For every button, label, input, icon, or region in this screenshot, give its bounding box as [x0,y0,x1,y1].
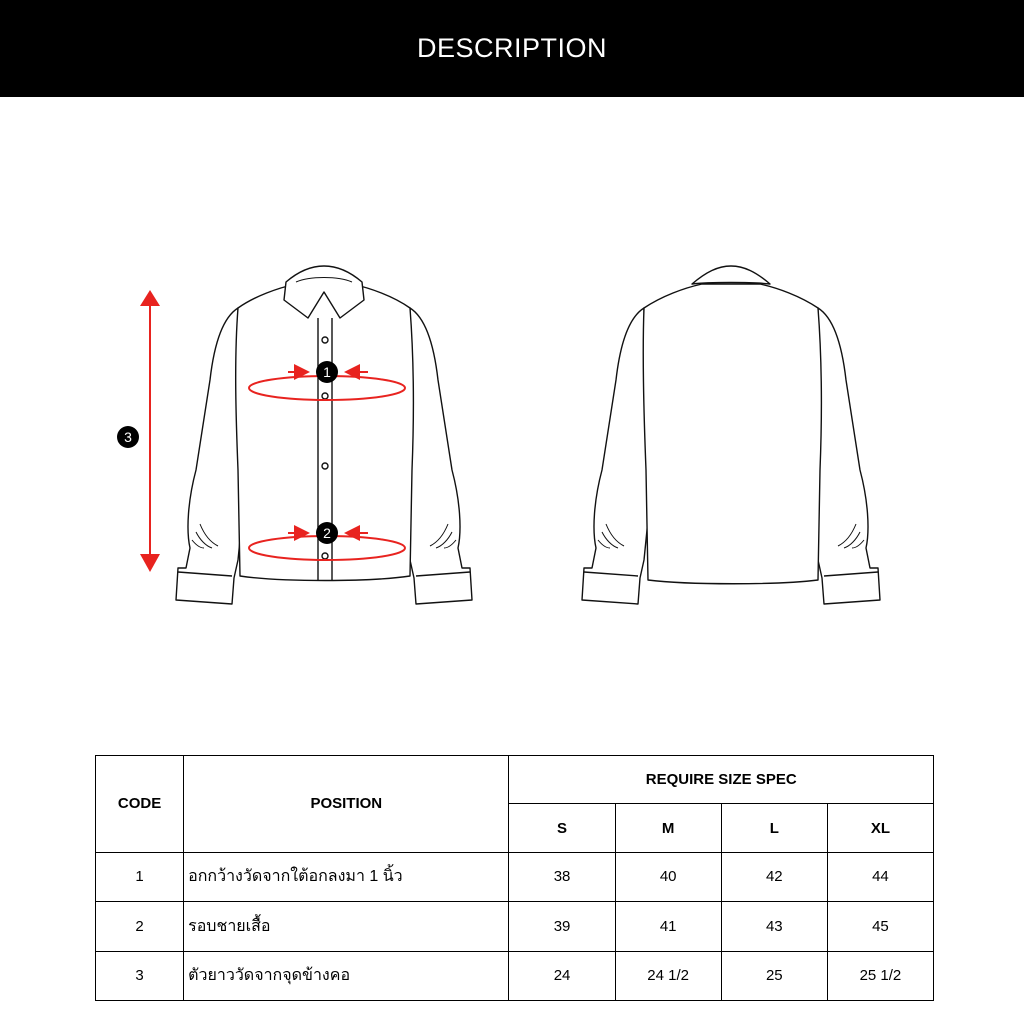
position-header: POSITION [184,756,509,853]
shirt-illustration [0,97,1024,737]
row-code: 3 [96,951,184,1000]
table-row [96,852,934,901]
row-value-xl: 25 1/2 [827,951,933,1000]
row-position: รอบชายเสื้อ [184,902,509,951]
marker-3 [117,426,139,448]
front-shirt [176,266,472,604]
code-header: CODE [96,756,184,853]
shirt-diagram [0,97,1024,737]
row-value-xl: 45 [827,902,933,951]
table-row [96,951,934,1000]
marker-2 [316,522,338,544]
size-spec-header: REQUIRE SIZE SPEC [509,756,934,804]
row-position: ตัวยาววัดจากจุดข้างคอ [184,951,509,1000]
row-value-xl: 44 [827,852,933,901]
length-arrow-bottom [140,554,160,572]
marker-3-label: 3 [124,429,132,445]
row-value-l: 25 [721,951,827,1000]
row-value-m: 24 1/2 [615,951,721,1000]
page-title: DESCRIPTION [416,33,608,63]
size-header-xl: XL [827,804,933,852]
row-code: 2 [96,902,184,951]
back-shirt [582,266,880,604]
size-header-l: L [721,804,827,852]
row-value-l: 42 [721,852,827,901]
row-position: อกกว้างวัดจากใต้อกลงมา 1 นิ้ว [184,852,509,901]
row-code: 1 [96,852,184,901]
header-bar [0,0,1024,97]
row-value-m: 40 [615,852,721,901]
row-value-m: 41 [615,902,721,951]
table-row [96,902,934,951]
length-arrow-top [140,290,160,306]
row-value-l: 43 [721,902,827,951]
marker-1-label: 1 [323,364,331,380]
marker-1 [316,361,338,383]
size-header-s: S [509,804,615,852]
size-header-m: M [615,804,721,852]
row-value-s: 24 [509,951,615,1000]
table-header-row [96,756,934,804]
size-spec-table [95,755,934,1001]
row-value-s: 38 [509,852,615,901]
marker-2-label: 2 [323,525,331,541]
row-value-s: 39 [509,902,615,951]
